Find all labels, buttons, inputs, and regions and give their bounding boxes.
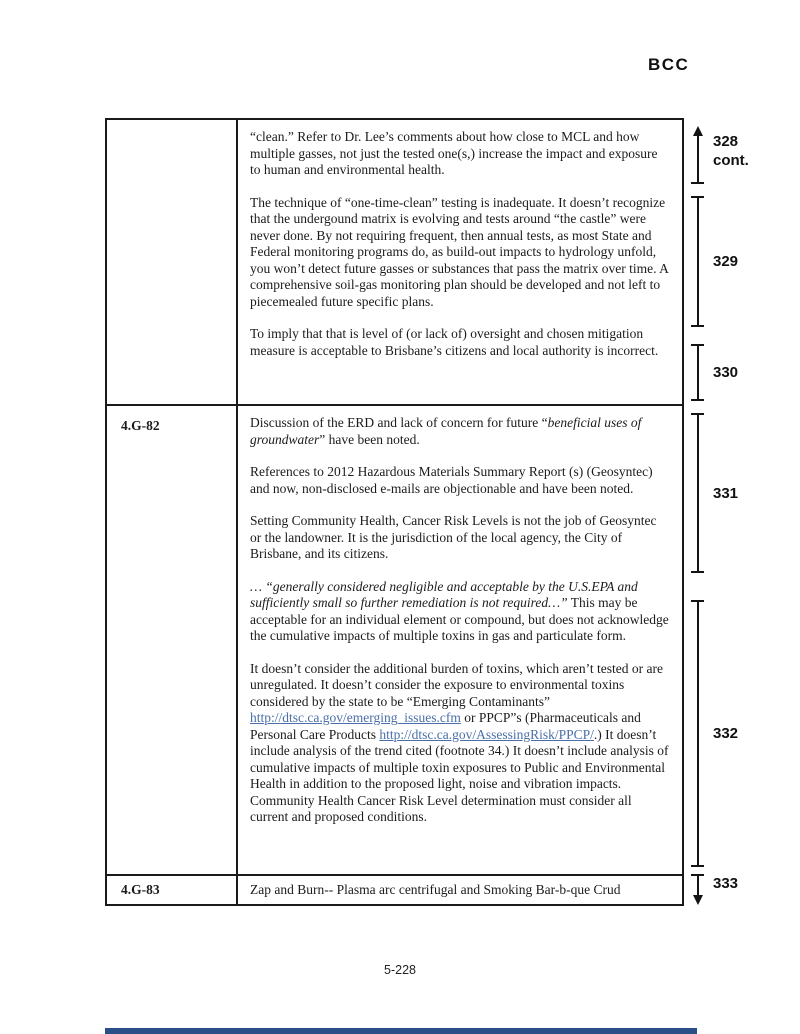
margin-annotation-331 bbox=[691, 413, 738, 573]
margin-annotation-332 bbox=[691, 600, 738, 867]
margin-annotation-329 bbox=[691, 196, 738, 327]
comment-id-cell bbox=[107, 120, 238, 404]
bracket-tick bbox=[691, 571, 704, 573]
annotation-number: 331 bbox=[713, 484, 739, 502]
text-segment: References to 2012 Hazardous Materials Summary Report (s) (Geosyntec) and now, non-disclosed e-mails are objectionable and have been noted. bbox=[250, 464, 653, 496]
comment-paragraph bbox=[250, 129, 669, 179]
comment-response-table bbox=[105, 118, 684, 906]
annotation-number: 332 bbox=[713, 725, 739, 742]
table-row bbox=[107, 404, 682, 874]
comment-id-cell: 4.G-82 bbox=[107, 406, 238, 874]
bracket-tick bbox=[691, 182, 704, 184]
page-number: 5-228 bbox=[384, 963, 416, 977]
bracket-icon bbox=[691, 413, 704, 573]
text-segment: Zap and Burn-- Plasma arc centrifugal and Smoking Bar-b-que Crud bbox=[250, 882, 621, 897]
text-segment: The technique of “one-time-clean” testing is inadequate. It doesn’t recognize that the undergound matrix is evolving and tests around “the castle” were never done. By not requiring frequent, then annual tests, as most State and Federal monitoring programs do, as build-out impacts to hydrology unfold, you won’t detect future gasses or substances that pass the matrix over time. A comprehensive soil-gas monitoring plan should be developed and not left to piecemealed future specific plans. bbox=[250, 194, 669, 309]
comment-paragraph bbox=[250, 464, 669, 497]
comment-paragraph bbox=[250, 513, 669, 563]
bracket-line bbox=[697, 413, 699, 573]
margin-annotation-330 bbox=[691, 344, 738, 401]
margin-annotation-328 bbox=[691, 126, 749, 184]
text-segment: … “generally considered negligible and acceptable by the U.S.EPA and sufficiently small so further remediation is not required…” bbox=[250, 578, 638, 610]
hyperlink[interactable]: http://dtsc.ca.gov/emerging_issues.cfm bbox=[250, 710, 461, 725]
page-header-code: BCC bbox=[648, 55, 690, 74]
arrow-down-icon bbox=[693, 895, 703, 905]
bracket-icon bbox=[691, 196, 704, 327]
comment-paragraph bbox=[250, 415, 669, 448]
comment-paragraph bbox=[250, 661, 669, 826]
comment-text-cell bbox=[238, 120, 682, 404]
comment-paragraph bbox=[250, 579, 669, 645]
comment-id-cell: 4.G-83 bbox=[107, 876, 238, 904]
annotation-number bbox=[713, 132, 749, 170]
text-segment: “clean.” Refer to Dr. Lee’s comments about how close to MCL and how multiple gasses, not just the tested one(s,) increase the impact and exposure to human and environmental health. bbox=[250, 129, 658, 177]
bracket-line bbox=[697, 344, 699, 401]
text-segment: It doesn’t consider the additional burden of toxins, which aren’t tested or are unregulated. It doesn’t consider the exposure to environmental toxins considered by the state to be “Emerging Contaminants” bbox=[250, 660, 664, 709]
comment-paragraph bbox=[250, 326, 669, 359]
bracket-tick bbox=[691, 865, 704, 867]
comment-text-cell bbox=[238, 876, 682, 904]
text-segment: .) It doesn’t include analysis of the trend cited (footnote 34.) It doesn’t include analysis of cumulative impacts of multiple toxin exposures to Public and Environmental Health in addition to the proposed light, noise and vibration impacts. Community Health Cancer Risk Level determination must consider all current and proposed conditions. bbox=[250, 726, 669, 824]
bracket-line bbox=[697, 600, 699, 867]
bracket-icon bbox=[691, 344, 704, 401]
bracket-tick bbox=[691, 399, 704, 401]
text-segment: beneficial uses of groundwater bbox=[250, 415, 642, 447]
text-segment: To imply that that is level of (or lack of) oversight and chosen mitigation measure is acceptable to Brisbane’s citizens and local authority is incorrect. bbox=[250, 326, 659, 358]
bracket-icon bbox=[691, 600, 704, 867]
annotation-number: 330 bbox=[713, 364, 739, 381]
bracket-tick bbox=[691, 325, 704, 327]
comment-text-cell bbox=[238, 406, 682, 874]
annotation-number: 333 bbox=[713, 875, 739, 892]
text-segment: Setting Community Health, Cancer Risk Levels is not the job of Geosyntec or the landowner. It is the jurisdiction of the local agency, the City of Brisbane, and its citizens. bbox=[250, 513, 657, 561]
arrow-up-bracket-icon bbox=[691, 126, 704, 184]
text-segment: Discussion of the ERD and lack of concern for future “ bbox=[250, 415, 548, 430]
annotation-number: 329 bbox=[713, 253, 739, 270]
table-row bbox=[107, 120, 682, 404]
comment-paragraph bbox=[250, 882, 669, 899]
hyperlink[interactable]: http://dtsc.ca.gov/AssessingRisk/PPCP/ bbox=[379, 726, 594, 742]
bottom-highlight-bar bbox=[105, 1028, 697, 1034]
bracket-line bbox=[697, 196, 699, 327]
margin-annotation-333 bbox=[691, 874, 738, 905]
text-segment: ” have been noted. bbox=[319, 431, 420, 447]
comment-paragraph bbox=[250, 195, 669, 311]
arrow-down-bracket-icon bbox=[691, 874, 704, 905]
annotation-cont-text: cont. bbox=[713, 152, 749, 169]
bracket-line bbox=[697, 874, 699, 897]
table-row bbox=[107, 874, 682, 904]
text-segment: or PPCP”s (Pharmaceuticals and Personal Care Products bbox=[250, 710, 641, 742]
annotation-number-text: 328 bbox=[713, 133, 739, 150]
bracket-line bbox=[697, 134, 699, 184]
text-segment: This may be acceptable for an individual element or compound, but does not acknowledge the cumulative impacts of multiple toxins in gas and particulate form. bbox=[250, 595, 669, 643]
